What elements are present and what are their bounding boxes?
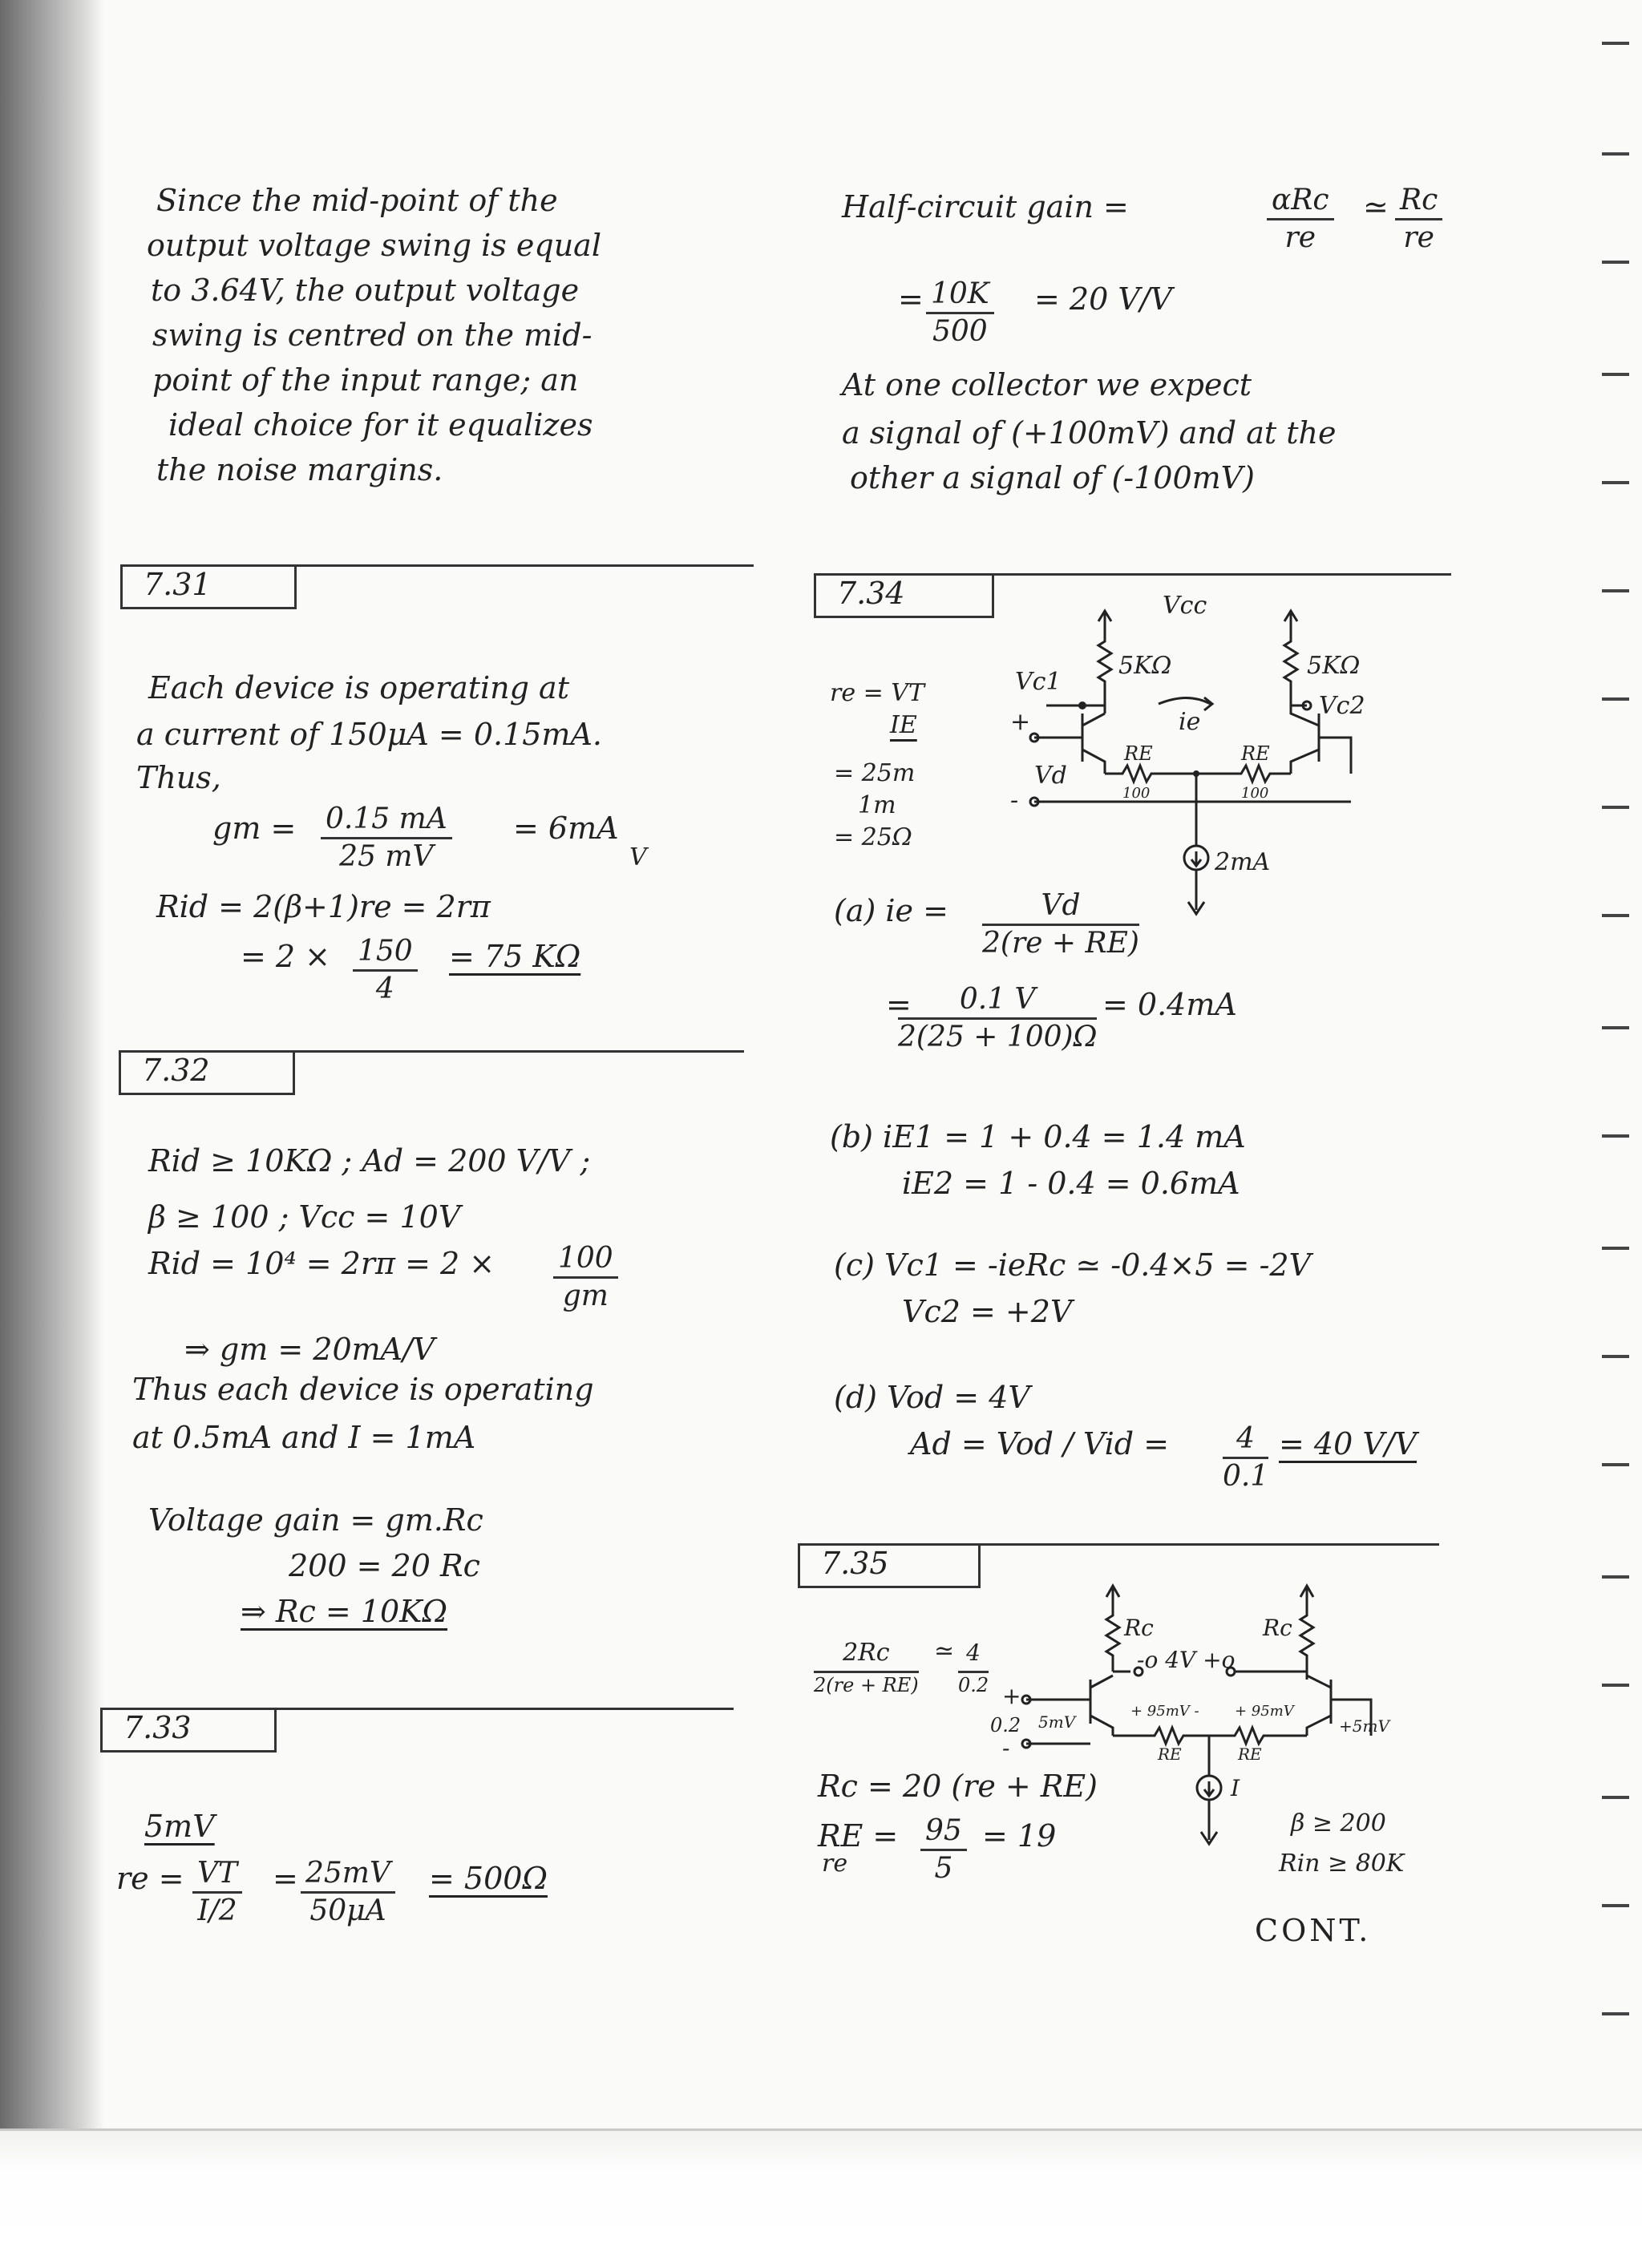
part-c: (c) Vc1 = -ieRc ≃ -0.4×5 = -2V xyxy=(834,1247,1312,1283)
collector-text: other a signal of (-100mV) xyxy=(850,460,1255,495)
intro-line: the noise margins. xyxy=(156,452,443,487)
p732-line: ⇒ gm = 20mA/V xyxy=(184,1332,435,1367)
p732-numerator: 100 xyxy=(553,1241,618,1279)
p731-text: Thus, xyxy=(136,760,221,795)
part-a-equals: = xyxy=(886,987,912,1022)
re-def: re = VT xyxy=(830,679,924,707)
p732-line: β ≥ 100 ; Vcc = 10V xyxy=(148,1199,461,1235)
intro-line: output voltage swing is equal xyxy=(147,228,601,263)
re-label: re = xyxy=(116,1861,184,1896)
vin-label: 0.2 xyxy=(990,1714,1021,1736)
p735-numerator-1: 2Rc xyxy=(814,1635,919,1673)
p732-line: 200 = 20 Rc xyxy=(289,1548,480,1583)
re-def-den: 1m xyxy=(858,791,896,819)
plus-sign: + xyxy=(1002,1683,1021,1709)
rid-formula: Rid = 2(β+1)re = 2rπ xyxy=(156,889,491,924)
re-def: = 25Ω xyxy=(834,823,912,851)
gain-denominator-1: re xyxy=(1284,221,1316,254)
minus-sign: - xyxy=(1002,1735,1010,1761)
vout-label: -o 4V +o xyxy=(1137,1647,1236,1673)
problem-label-7-32: 7.32 xyxy=(119,1050,295,1095)
p732-line: Rid ≥ 10KΩ ; Ad = 200 V/V ; xyxy=(148,1143,591,1178)
problem-label-7-35: 7.35 xyxy=(798,1543,981,1588)
gm-result: = 6mA xyxy=(513,811,619,846)
half-circuit-gain-label: Half-circuit gain = xyxy=(842,189,1129,224)
p732-denominator: gm xyxy=(562,1280,609,1312)
problem-label-7-34: 7.34 xyxy=(814,573,994,618)
part-c: Vc2 = +2V xyxy=(902,1294,1073,1329)
rid-calc-pre: = 2 × xyxy=(241,939,331,974)
collector-text: a signal of (+100mV) and at the xyxy=(842,415,1337,451)
p735-denominator-2: 0.2 xyxy=(958,1674,989,1696)
gm-denominator: 25 mV xyxy=(339,840,434,873)
p735-fraction-2 xyxy=(958,1635,989,1697)
part-a: (a) ie = xyxy=(834,893,948,928)
rin-spec: Rin ≥ 80K xyxy=(1279,1850,1405,1878)
ie-label: ie xyxy=(1179,708,1201,736)
p735-ratio-numerator: 95 xyxy=(920,1813,967,1851)
current-source-label: 2mA xyxy=(1215,848,1271,876)
intro-line: point of the input range; an xyxy=(152,362,579,398)
re-numerator-2: 25mV xyxy=(301,1856,395,1894)
current-source-label: I xyxy=(1231,1775,1240,1801)
vcc-label: Vcc xyxy=(1163,592,1207,620)
intro-line: ideal choice for it equalizes xyxy=(168,407,593,443)
page-bottom-margin xyxy=(0,2129,1642,2268)
re-fraction-1 xyxy=(192,1856,242,1929)
binding-tick-marks xyxy=(1594,0,1642,2133)
gm-numerator: 0.15 mA xyxy=(321,802,452,839)
gain-calc-numerator: 10K xyxy=(926,277,994,314)
plus-sign: + xyxy=(1010,708,1031,736)
part-b: iE2 = 1 - 0.4 = 0.6mA xyxy=(902,1166,1240,1201)
p732-line: Thus each device is operating xyxy=(132,1372,594,1407)
v5-left-label: 5mV xyxy=(1038,1712,1076,1732)
gain-result: = 20 V/V xyxy=(1034,281,1173,317)
re-equals: = xyxy=(273,1861,298,1896)
v5-right-label: +5mV xyxy=(1339,1716,1389,1736)
part-a-result: = 0.4mA xyxy=(1102,987,1237,1022)
beta-spec: β ≥ 200 xyxy=(1291,1809,1386,1837)
gain-numerator-1: αRc xyxy=(1267,183,1334,220)
intro-line: to 3.64V, the output voltage xyxy=(151,273,580,308)
part-a-calc-numerator: 0.1 V xyxy=(898,982,1097,1020)
problem-label-7-31: 7.31 xyxy=(120,564,297,609)
re-left-value: 100 xyxy=(1122,785,1151,802)
rid-result: = 75 KΩ xyxy=(449,939,581,974)
p735-re-den: re xyxy=(822,1850,848,1878)
minus-sign: - xyxy=(1010,786,1019,815)
re-result: = 500Ω xyxy=(429,1861,548,1896)
p732-result: ⇒ Rc = 10KΩ xyxy=(241,1594,448,1629)
v95-right-label: + 95mV xyxy=(1235,1703,1294,1720)
rc-left-label: 5KΩ xyxy=(1118,652,1172,680)
gm-label: gm = xyxy=(212,811,297,846)
re-def: = 25m xyxy=(834,759,916,787)
part-a-numerator: Vd xyxy=(982,888,1139,926)
gain-numerator-2: Rc xyxy=(1395,183,1442,220)
vd-label: Vd xyxy=(1034,762,1067,790)
v95-left-label: + 95mV - xyxy=(1130,1703,1199,1720)
collector-text: At one collector we expect xyxy=(842,367,1252,402)
p731-text: a current of 150μA = 0.15mA. xyxy=(136,717,602,752)
gm-unit: V xyxy=(629,843,647,871)
re-numerator-1: VT xyxy=(192,1856,242,1894)
re-fraction-2 xyxy=(301,1856,395,1929)
p731-text: Each device is operating at xyxy=(148,670,569,705)
p735-ratio-denominator: 5 xyxy=(934,1852,953,1885)
rc-right-label: 5KΩ xyxy=(1307,652,1361,680)
gain-calc-fraction xyxy=(926,277,994,350)
gain-denominator-2: re xyxy=(1403,221,1434,254)
part-d-denominator: 0.1 xyxy=(1223,1460,1269,1493)
intro-line: swing is centred on the mid- xyxy=(152,317,592,353)
re-denominator-1: I/2 xyxy=(197,1894,237,1927)
rc-right-label: Rc xyxy=(1263,1615,1292,1641)
scan-shadow-edge xyxy=(0,0,104,2133)
rid-fraction xyxy=(353,934,418,1007)
rid-numerator: 150 xyxy=(353,934,418,972)
p735-ratio-result: = 19 xyxy=(982,1818,1057,1854)
part-d-result: = 40 V/V xyxy=(1279,1426,1418,1461)
approx-sign: ≃ xyxy=(1363,189,1389,224)
part-d: Ad = Vod / Vid = xyxy=(910,1426,1170,1461)
gain-fraction-2 xyxy=(1395,183,1442,256)
vc2-label: Vc2 xyxy=(1319,692,1365,720)
p735-denominator-1: 2(re + RE) xyxy=(814,1674,919,1696)
re-denominator-2: 50μA xyxy=(309,1894,386,1927)
vc1-label: Vc1 xyxy=(1015,668,1062,696)
p733-line: 5mV xyxy=(144,1809,215,1844)
p735-re-label: RE = xyxy=(818,1818,899,1854)
part-d-fraction xyxy=(1223,1421,1268,1494)
part-a-calc-fraction xyxy=(898,982,1097,1055)
re-right-label: RE xyxy=(1238,1744,1262,1764)
p732-line: Rid = 10⁴ = 2rπ = 2 × xyxy=(148,1246,495,1281)
part-d: (d) Vod = 4V xyxy=(834,1380,1030,1415)
gain-equals: = xyxy=(898,281,924,317)
gain-fraction-1 xyxy=(1267,183,1334,256)
re-left-label: RE xyxy=(1124,742,1153,765)
part-d-numerator: 4 xyxy=(1223,1421,1268,1459)
p735-ratio-fraction xyxy=(920,1813,967,1886)
p732-line: at 0.5mA and I = 1mA xyxy=(132,1420,476,1455)
p735-approx: ≃ xyxy=(934,1637,955,1665)
gm-fraction xyxy=(321,802,452,875)
p735-numerator-2: 4 xyxy=(958,1635,989,1673)
part-a-calc-denominator: 2(25 + 100)Ω xyxy=(898,1021,1098,1053)
re-def-den: IE xyxy=(890,711,917,739)
continued-label: CONT. xyxy=(1255,1913,1372,1948)
problem-label-7-33: 7.33 xyxy=(100,1708,277,1753)
gain-calc-denominator: 500 xyxy=(932,315,988,348)
part-a-denominator: 2(re + RE) xyxy=(982,927,1139,960)
p735-fraction-1 xyxy=(814,1635,919,1697)
p735-line: Rc = 20 (re + RE) xyxy=(818,1769,1098,1804)
p732-line: Voltage gain = gm.Rc xyxy=(148,1502,483,1538)
rc-left-label: Rc xyxy=(1124,1615,1154,1641)
intro-line: Since the mid-point of the xyxy=(156,183,558,218)
re-right-label: RE xyxy=(1241,742,1270,765)
part-a-fraction xyxy=(982,888,1139,961)
part-b: (b) iE1 = 1 + 0.4 = 1.4 mA xyxy=(830,1119,1246,1154)
p732-fraction xyxy=(553,1241,618,1314)
rid-denominator: 4 xyxy=(375,972,394,1005)
re-right-value: 100 xyxy=(1241,785,1269,802)
re-left-label: RE xyxy=(1158,1744,1182,1764)
